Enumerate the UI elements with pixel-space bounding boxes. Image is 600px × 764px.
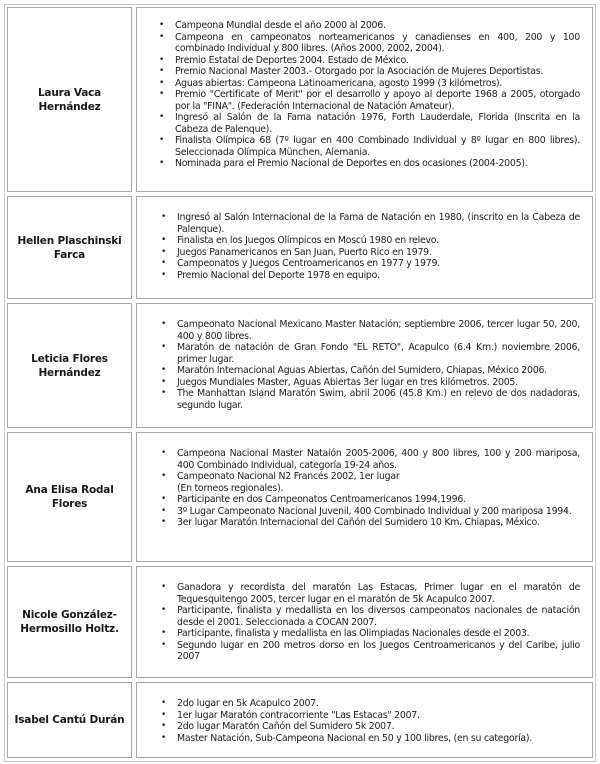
- bullet-icon: •: [159, 77, 165, 88]
- achievement-item: [161, 582, 580, 605]
- achievement-item: [161, 258, 580, 270]
- bullet-icon: •: [161, 448, 167, 458]
- athlete-name-cell: [7, 7, 132, 192]
- achievement-item: [161, 342, 580, 365]
- achievement-item: [161, 377, 580, 389]
- achievement-text: Premio Nacional del Deporte 1978 en equipo.: [177, 269, 380, 281]
- achievements-cell: [136, 432, 593, 562]
- athlete-name-cell: [7, 566, 132, 678]
- achievement-text: Finalista en los Juegos Olímpicos en Moscú 1980 en relevo.: [177, 235, 439, 246]
- athlete-name-cell: [7, 432, 132, 562]
- achievements-cell: [136, 566, 593, 678]
- achievement-item: [161, 471, 580, 494]
- achievement-text: Campeonato Nacional N2 Francés 2002, 1er lugar (En torneos regionales).: [177, 471, 400, 494]
- table-row: [7, 432, 593, 562]
- bullet-icon: •: [159, 112, 165, 122]
- achievement-text: 2do lugar en 5k Acapulco 2007.: [177, 698, 319, 709]
- athlete-name: Nicole González-Hermosillo Holtz.: [20, 609, 119, 635]
- achievement-text: Master Natación, Sub-Campeona Nacional en 50 y 100 libres, (en su categoría).: [177, 732, 533, 744]
- achievement-text: Campeonatos y Juegos Centroamericanos en 1977 y 1979.: [177, 258, 440, 269]
- bullet-icon: •: [161, 517, 167, 527]
- bullet-icon: •: [161, 628, 167, 638]
- table-row: [7, 303, 593, 428]
- achievement-item: [161, 212, 580, 235]
- achievement-item: [161, 247, 580, 259]
- bullet-icon: •: [161, 732, 167, 743]
- achievement-text: Participante en dos Campeonatos Centroamericanos 1994,1996.: [177, 494, 466, 505]
- achievement-item: [159, 66, 580, 78]
- achievement-item: [159, 158, 580, 170]
- achievement-text: Campeona Mundial desde el año 2000 al 2006.: [175, 20, 386, 31]
- bullet-icon: •: [161, 582, 167, 592]
- athlete-name: Laura Vaca Hernández: [37, 86, 102, 113]
- achievement-text: Ganadora y recordista del maratón Las Estacas, Primer lugar en el maratón de Tequesquitengo 2005, tercer lugar en el maratón de 5k Acapulco 2007.: [177, 582, 580, 605]
- achievement-item: [159, 20, 580, 32]
- achievement-item: [161, 698, 580, 710]
- athlete-name-cell: [7, 303, 132, 428]
- achievement-text: Premio Nacional Master 2003.- Otorgado por la Asociación de Mujeres Deportistas.: [175, 66, 544, 77]
- achievement-item: [159, 89, 580, 112]
- achievement-text: Segundo lugar en 200 metros dorso en los Juegos Centroamericanos y del Caribe, julio 2007: [177, 639, 580, 662]
- achievement-item: [161, 319, 580, 342]
- achievement-item: [161, 235, 580, 247]
- bullet-icon: •: [161, 605, 167, 615]
- bullet-icon: •: [161, 269, 167, 280]
- bullet-icon: •: [161, 258, 167, 268]
- bullet-icon: •: [161, 471, 167, 481]
- bullet-icon: •: [161, 698, 167, 708]
- achievement-text: Finalista Olímpica 68 (7º lugar en 400 Combinado Individual y 8º lugar en 800 libres). Seleccionada Olímpica München, Alemania.: [175, 135, 580, 158]
- achievement-item: [161, 710, 580, 722]
- bullet-icon: •: [159, 66, 165, 76]
- achievements-list: [161, 698, 580, 744]
- bullet-icon: •: [161, 365, 167, 375]
- achievements-cell: [136, 7, 593, 192]
- achievements-cell: [136, 682, 593, 758]
- bullet-icon: •: [161, 505, 167, 516]
- achievement-text: Premio Estatal de Deportes 2004. Estado de México.: [175, 54, 409, 66]
- bullet-icon: •: [161, 342, 167, 352]
- achievement-item: [161, 721, 580, 733]
- achievement-text: Campeona Nacional Master Nataión 2005-2006, 400 y 800 libres, 100 y 200 mariposa, 400 Combinado Individual, categoría 19-24 años.: [177, 448, 580, 471]
- achievement-text: 1er lugar Maratón contracorriente "Las Estacas" 2007.: [177, 709, 420, 721]
- achievement-text: Participante, finalista y medallista en las Olimpiadas Nacionales desde el 2003.: [177, 628, 530, 639]
- achievements-list: [161, 582, 580, 663]
- table-row: [7, 196, 593, 299]
- bullet-icon: •: [161, 246, 167, 257]
- achievement-item: [161, 605, 580, 628]
- achievement-text: Aguas abiertas: Campeona Latinoamericana, agosto 1999 (3 kilómetros).: [175, 77, 503, 89]
- achievement-text: Campeonato Nacional Mexicano Master Natación; septiembre 2006, tercer lugar 50, 200, 400 y 800 libres.: [177, 319, 580, 342]
- bullet-icon: •: [159, 89, 165, 99]
- athlete-name: Hellen Plaschinski Farca: [17, 234, 122, 261]
- achievement-text: Participante, finalista y medallista en los diversos campeonatos nacionales de natación desde el 2001. Seleccionada a COCAN 2007.: [177, 605, 580, 628]
- bullet-icon: •: [161, 639, 167, 650]
- bullet-icon: •: [161, 212, 167, 222]
- achievement-text: Maratón de natación de Gran Fondo "EL RETO", Acapulco (6.4 Km.) noviembre 2006, primer lugar.: [177, 342, 580, 365]
- bullet-icon: •: [161, 235, 167, 245]
- achievement-item: [161, 640, 580, 663]
- bullet-icon: •: [159, 20, 165, 30]
- achievement-item: [159, 55, 580, 67]
- achievements-list: [161, 319, 580, 411]
- achievements-list: [161, 448, 580, 529]
- achievement-text: Maratón Internacional Aguas Abiertas, Cañón del Sumidero, Chiapas, México 2006.: [177, 365, 547, 376]
- achievement-text: Juegos Panamericanos en San Juan, Puerto Rico en 1979.: [177, 246, 432, 258]
- table-row: [7, 566, 593, 678]
- achievement-text: Juegos Mundiales Master, Aguas Abiertas 3er lugar en tres kilómetros. 2005.: [177, 376, 518, 388]
- achievement-item: [161, 517, 580, 529]
- bullet-icon: •: [161, 494, 167, 504]
- table-row: [7, 7, 593, 192]
- bullet-icon: •: [161, 376, 167, 387]
- bullet-icon: •: [159, 158, 165, 168]
- achievement-item: [159, 135, 580, 158]
- achievement-item: [161, 628, 580, 640]
- athlete-name: Ana Elisa Rodal Flores: [25, 484, 114, 510]
- achievement-item: [161, 494, 580, 506]
- athlete-name-cell: [7, 682, 132, 758]
- achievement-text: Campeona en campeonatos norteamericanos y canadienses en 400, 200 y 100 combinado Individual y 800 libres. (Años 2000, 2002, 2004).: [175, 31, 580, 54]
- achievement-item: [161, 365, 580, 377]
- achievement-text: The Manhattan Island Maratón Swim, abril 2006 (45.8 Km.) en relevo de dos nadadoras, segundo lugar.: [177, 388, 580, 411]
- achievement-item: [159, 32, 580, 55]
- bullet-icon: •: [159, 54, 165, 65]
- bullet-icon: •: [161, 319, 167, 329]
- achievement-text: Premio "Certificate of Merit" por el desarrollo y apoyo al deporte 1968 a 2005, otorgado por la "FINA". (Federación Internacional de Natación Amateur).: [175, 89, 580, 112]
- athlete-name: Isabel Cantú Durán: [14, 714, 125, 726]
- achievement-text: 3º Lugar Campeonato Nacional Juvenil, 400 Combinado Individual y 200 mariposa 1994.: [177, 505, 572, 517]
- bullet-icon: •: [159, 135, 165, 145]
- achievements-cell: [136, 196, 593, 299]
- bullet-icon: •: [159, 31, 165, 42]
- achievement-text: Ingresó al Salón de la Fama natación 1976, Forth Lauderdale, Florida (Inscrita en la Cabeza de Palenque).: [175, 112, 580, 135]
- bullet-icon: •: [161, 388, 167, 398]
- bullet-icon: •: [161, 721, 167, 731]
- achievement-text: 2do lugar Maratón Cañón del Sumidero 5k 2007.: [177, 721, 395, 732]
- achievement-item: [159, 78, 580, 90]
- athlete-name-cell: [7, 196, 132, 299]
- table-row: [7, 682, 593, 758]
- achievement-text: Nominada para el Premio Nacional de Deportes en dos ocasiones (2004-2005).: [175, 158, 528, 169]
- athlete-name: Leticia Flores Hernández: [31, 352, 108, 379]
- achievement-text: Ingresó al Salón Internacional de la Fama de Natación en 1980, (inscrito en la Cabeza de Palenque).: [177, 212, 580, 235]
- achievement-item: [161, 388, 580, 411]
- achievement-item: [161, 448, 580, 471]
- achievements-list: [159, 20, 580, 170]
- achievement-item: [159, 112, 580, 135]
- achievement-text: 3er lugar Maratón Internacional del Cañón del Sumidero 10 Km. Chiapas, México.: [177, 517, 540, 528]
- achievement-item: [161, 270, 580, 282]
- achievements-list: [161, 212, 580, 281]
- bullet-icon: •: [161, 709, 167, 720]
- athletes-table: [4, 4, 596, 762]
- achievement-item: [161, 733, 580, 745]
- achievements-cell: [136, 303, 593, 428]
- achievement-item: [161, 506, 580, 518]
